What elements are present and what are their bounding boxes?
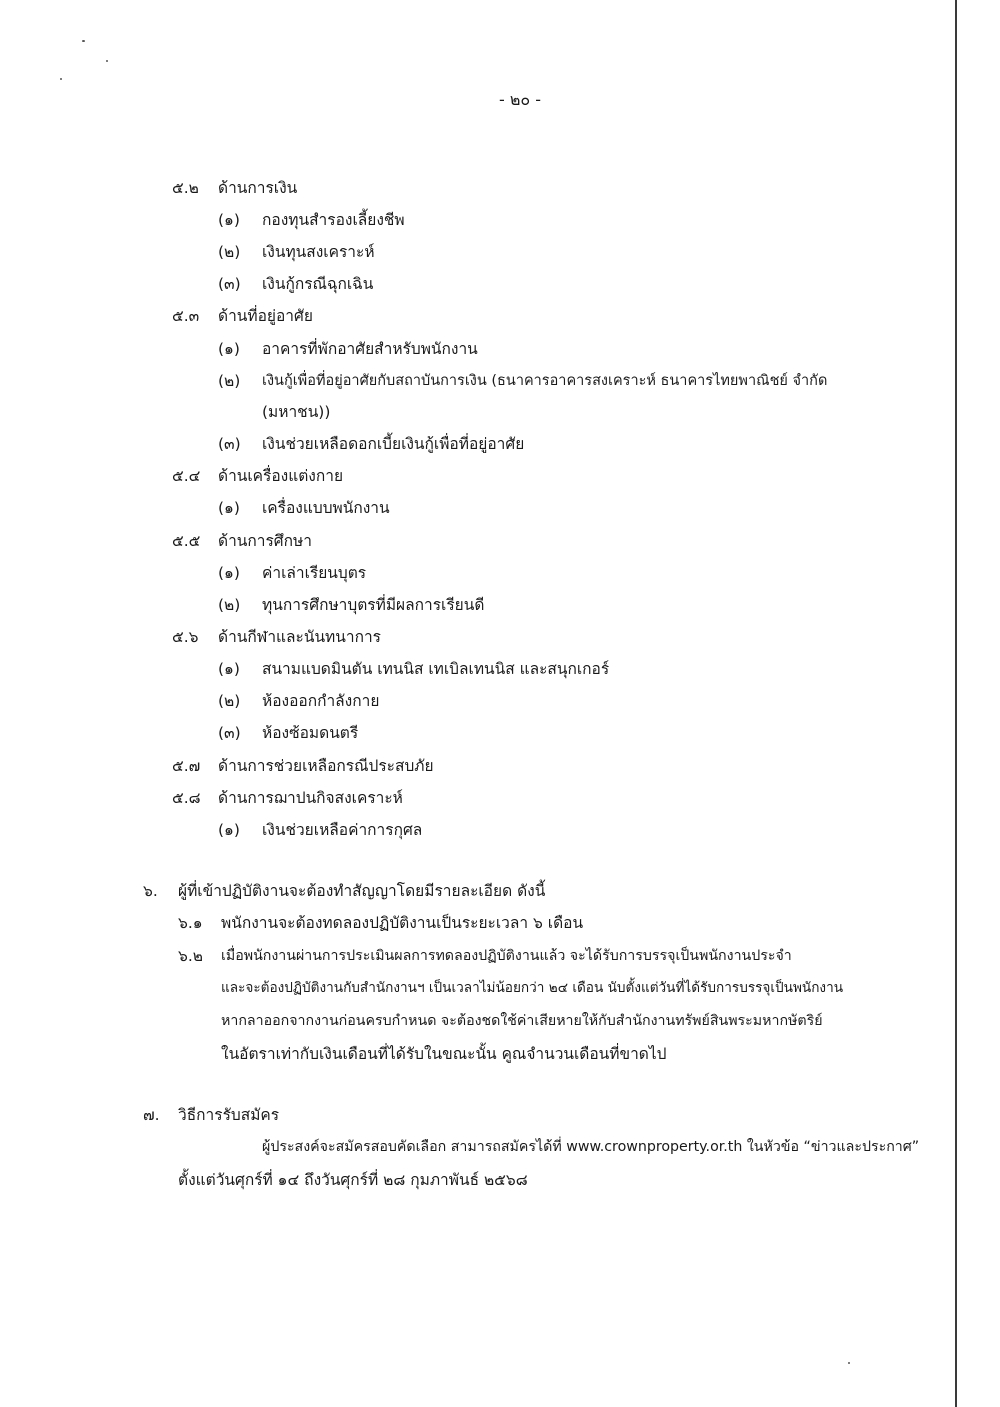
section-heading: ด้านกีฬาและนันทนาการ xyxy=(218,628,381,646)
item-number: (๑) xyxy=(218,499,240,517)
section-heading: ด้านที่อยู่อาศัย xyxy=(218,307,313,325)
item-number: (๑) xyxy=(218,211,240,229)
scan-speck xyxy=(82,40,85,42)
paragraph-line: ในอัตราเท่ากับเงินเดือนที่ได้รับในขณะนั้น คูณจำนวนเดือนที่ขาดไป xyxy=(221,1045,667,1063)
paragraph-line: หากลาออกจากงานก่อนครบกำหนด จะต้องชดใช้ค่าเสียหายให้กับสำนักงานทรัพย์สินพระมหากษัตริย์ xyxy=(221,1013,823,1029)
scan-speck xyxy=(106,60,108,62)
item-number: (๑) xyxy=(218,564,240,582)
item-number: (๑) xyxy=(218,340,240,358)
section-number: ๕.๒ xyxy=(172,179,199,197)
item-text: ห้องออกกำลังกาย xyxy=(262,692,380,710)
item-number: (๑) xyxy=(218,821,240,839)
item-text: ค่าเล่าเรียนบุตร xyxy=(262,564,367,582)
item-number: (๒) xyxy=(218,243,241,261)
section-heading: ด้านการฌาปนกิจสงเคราะห์ xyxy=(218,789,403,807)
item-text: สนามแบดมินตัน เทนนิส เทเบิลเทนนิส และสนุกเกอร์ xyxy=(262,660,610,678)
section-number: ๕.๘ xyxy=(172,789,201,807)
scan-speck xyxy=(848,1362,850,1364)
item-text: เครื่องแบบพนักงาน xyxy=(262,499,390,517)
item-number: (๓) xyxy=(218,275,241,293)
application-instructions: ผู้ประสงค์จะสมัครสอบคัดเลือก สามารถสมัครได้ที่ www.crownproperty.or.th ในหัวข้อ “ข่าวและประกาศ” xyxy=(262,1139,920,1155)
section-number: ๕.๔ xyxy=(172,467,201,485)
item-number: (๓) xyxy=(218,435,241,453)
item-text: ทุนการศึกษาบุตรที่มีผลการเรียนดี xyxy=(262,596,485,614)
item-text: เงินช่วยเหลือดอกเบี้ยเงินกู้เพื่อที่อยู่อาศัย xyxy=(262,435,525,453)
scan-speck xyxy=(60,78,62,80)
item-text: กองทุนสำรองเลี้ยงชีพ xyxy=(262,211,405,229)
item-text: เงินกู้กรณีฉุกเฉิน xyxy=(262,275,374,293)
section-number: ๕.๕ xyxy=(172,532,201,550)
item-text: เงินทุนสงเคราะห์ xyxy=(262,243,375,261)
subsection-number: ๖.๒ xyxy=(178,947,203,965)
item-text: เงินกู้เพื่อที่อยู่อาศัยกับสถาบันการเงิน (ธนาคารอาคารสงเคราะห์ ธนาคารไทยพาณิชย์ จำกัด xyxy=(262,373,828,389)
item-text-continued: (มหาชน)) xyxy=(262,403,331,421)
item-text: เงินช่วยเหลือค่าการกุศล xyxy=(262,821,423,839)
scan-edge-line xyxy=(955,0,957,1407)
paragraph-line: และจะต้องปฏิบัติงานกับสำนักงานฯ เป็นเวลาไม่น้อยกว่า ๒๔ เดือน นับตั้งแต่วันที่ได้รับการบรรจุเป็นพนักงาน xyxy=(221,980,844,996)
item-number: (๒) xyxy=(218,596,241,614)
item-number: (๓) xyxy=(218,724,241,742)
section-number: ๖. xyxy=(143,882,158,900)
application-dates: ตั้งแต่วันศุกร์ที่ ๑๔ ถึงวันศุกร์ที่ ๒๘ กุมภาพันธ์ ๒๕๖๘ xyxy=(178,1171,528,1189)
item-number: (๑) xyxy=(218,660,240,678)
item-text: อาคารที่พักอาศัยสำหรับพนักงาน xyxy=(262,340,478,358)
paragraph-line: เมื่อพนักงานผ่านการประเมินผลการทดลองปฏิบัติงานแล้ว จะได้รับการบรรจุเป็นพนักงานประจำ xyxy=(221,948,792,964)
section-heading: ด้านการช่วยเหลือกรณีประสบภัย xyxy=(218,757,434,775)
section-heading: ด้านการเงิน xyxy=(218,179,298,197)
subsection-text: พนักงานจะต้องทดลองปฏิบัติงานเป็นระยะเวลา ๖ เดือน xyxy=(221,914,584,932)
item-text: ห้องซ้อมดนตรี xyxy=(262,724,359,742)
subsection-number: ๖.๑ xyxy=(178,914,203,932)
item-number: (๒) xyxy=(218,372,241,390)
section-number: ๕.๓ xyxy=(172,307,200,325)
section-heading: ผู้ที่เข้าปฏิบัติงานจะต้องทำสัญญาโดยมีรายละเอียด ดังนี้ xyxy=(178,882,546,900)
section-number: ๕.๗ xyxy=(172,757,201,775)
section-heading: ด้านเครื่องแต่งกาย xyxy=(218,467,344,485)
section-heading: วิธีการรับสมัคร xyxy=(178,1106,280,1124)
section-number: ๕.๖ xyxy=(172,628,199,646)
section-heading: ด้านการศึกษา xyxy=(218,532,312,550)
section-number: ๗. xyxy=(143,1106,160,1124)
page-number: - ๒๐ - xyxy=(498,90,542,109)
item-number: (๒) xyxy=(218,692,241,710)
